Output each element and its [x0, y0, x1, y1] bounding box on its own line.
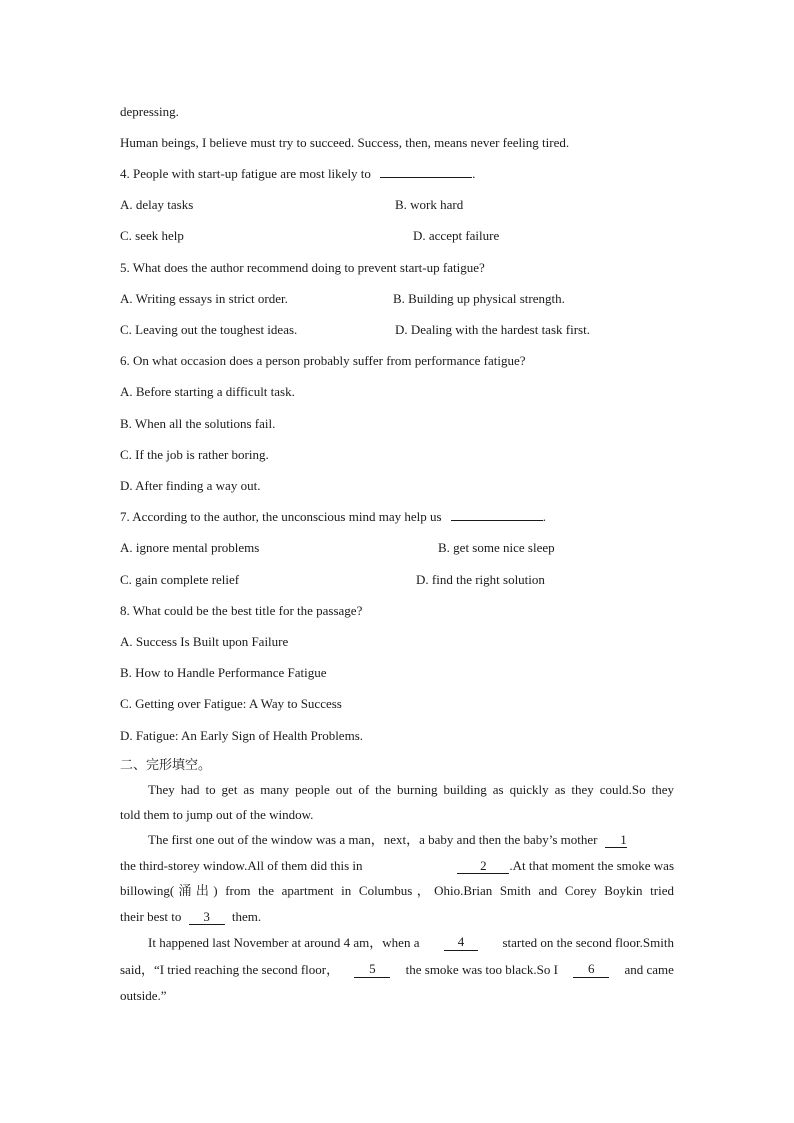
question-8-stem: 8. What could be the best title for the passage?	[120, 603, 363, 618]
question-7-stem	[120, 509, 546, 525]
cloze-text: The first one out of the window was a man，next，a baby and then the baby’s mother	[148, 832, 598, 847]
option-d[interactable]: D. find the right solution	[416, 572, 545, 587]
question-6-stem: 6. On what occasion does a person probably suffer from performance fatigue?	[120, 353, 526, 368]
cloze-text: started on the second floor.Smith	[502, 935, 674, 950]
cloze-text: their best to	[120, 909, 182, 924]
cloze-line: outside.”	[120, 988, 167, 1003]
cloze-line	[120, 909, 261, 925]
cloze-line: They had to get as many people out of the burning building as quickly as they could.So they	[148, 782, 674, 797]
question-stem-text: 7. According to the author, the unconscious mind may help us	[120, 509, 442, 524]
cloze-line-row	[120, 962, 674, 978]
cloze-paragraph-3	[120, 935, 674, 951]
option-b[interactable]: B. get some nice sleep	[438, 540, 555, 555]
question-stem-text: 4. People with start-up fatigue are most likely to	[120, 166, 371, 181]
option-d[interactable]: D. Dealing with the hardest task first.	[395, 322, 590, 337]
question-stem-end: .	[472, 166, 476, 181]
cloze-text: them.	[231, 909, 262, 924]
question-stem-end: .	[542, 509, 547, 524]
question-5-stem: 5. What does the author recommend doing to prevent start-up fatigue?	[120, 260, 485, 275]
option-a[interactable]: A. Success Is Built upon Failure	[120, 634, 289, 649]
cloze-paragraph-1	[120, 782, 674, 798]
option-a[interactable]: A. Writing essays in strict order.	[120, 291, 288, 306]
answer-blank[interactable]	[451, 520, 543, 521]
option-a[interactable]: A. delay tasks	[120, 197, 194, 212]
cloze-text: billowing(涌出) from the apartment in Columbus，Ohio.Brian Smith and Corey Boykin tried	[120, 883, 674, 898]
passage-line: Human beings, I believe must try to succeed. Success, then, means never feeling tired.	[120, 135, 570, 150]
cloze-text: the smoke was too black.So I	[405, 962, 558, 977]
cloze-blank-3[interactable]: 3	[189, 910, 225, 925]
option-b[interactable]: B. Building up physical strength.	[393, 291, 565, 306]
cloze-line: told them to jump out of the window.	[120, 807, 314, 822]
cloze-text: said，“I tried reaching the second floor，	[120, 962, 340, 977]
option-c[interactable]: C. Leaving out the toughest ideas.	[120, 322, 298, 337]
option-d[interactable]: D. accept failure	[413, 228, 500, 243]
cloze-blank-5[interactable]: 5	[354, 962, 390, 978]
cloze-text: .At that moment the smoke was	[509, 858, 674, 873]
passage-line: depressing.	[120, 104, 179, 119]
cloze-blank-6[interactable]: 6	[573, 962, 609, 978]
option-b[interactable]: B. work hard	[395, 197, 464, 212]
option-c[interactable]: C. gain complete relief	[120, 572, 240, 587]
cloze-text: the third-storey window.All of them did this in	[120, 858, 363, 873]
cloze-line	[120, 832, 674, 848]
cloze-blank-2[interactable]: 2	[457, 859, 509, 874]
cloze-text: and came	[624, 962, 674, 977]
cloze-line-row	[120, 935, 674, 951]
cloze-line	[120, 858, 674, 874]
cloze-blank-4[interactable]: 4	[444, 935, 478, 951]
question-4-stem	[120, 166, 475, 182]
option-d[interactable]: D. After finding a way out.	[120, 478, 261, 493]
cloze-line	[120, 962, 674, 978]
option-b[interactable]: B. How to Handle Performance Fatigue	[120, 665, 327, 680]
option-a[interactable]: A. Before starting a difficult task.	[120, 384, 295, 399]
cloze-line-row	[120, 858, 674, 874]
cloze-line-rest	[457, 858, 674, 874]
cloze-blank-1[interactable]: 1	[605, 833, 627, 848]
option-a[interactable]: A. ignore mental problems	[120, 540, 260, 555]
cloze-line	[120, 883, 674, 899]
option-d[interactable]: D. Fatigue: An Early Sign of Health Problems.	[120, 728, 364, 743]
option-c[interactable]: C. Getting over Fatigue: A Way to Success	[120, 696, 342, 711]
option-c[interactable]: C. seek help	[120, 228, 184, 243]
option-b[interactable]: B. When all the solutions fail.	[120, 416, 276, 431]
section-title: 二、完形填空。	[120, 758, 212, 773]
cloze-text: It happened last November at around 4 am，when a	[148, 935, 420, 950]
cloze-paragraph-2	[120, 832, 674, 848]
answer-blank[interactable]	[380, 177, 472, 178]
option-c[interactable]: C. If the job is rather boring.	[120, 447, 269, 462]
